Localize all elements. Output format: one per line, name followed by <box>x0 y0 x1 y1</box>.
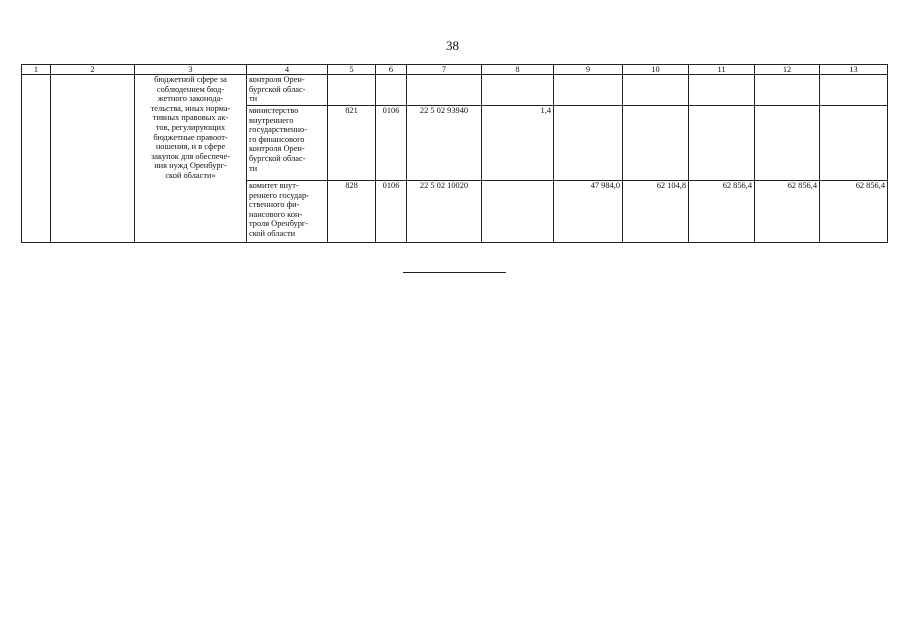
cell-col11 <box>689 106 755 181</box>
cell-col6: 0106 <box>376 106 407 181</box>
page-number: 38 <box>446 38 459 53</box>
cell-col9: 47 984,0 <box>554 181 623 243</box>
cell-col6 <box>376 75 407 106</box>
separator-rule <box>403 272 506 273</box>
cell-col12: 62 856,4 <box>755 181 820 243</box>
cell-col13: 62 856,4 <box>820 181 888 243</box>
cell-col9 <box>554 106 623 181</box>
column-header: 6 <box>376 65 407 75</box>
executor-cell: министерство внутреннего государственно- го финансового контроля Орен- бургской облас- ти <box>247 106 328 181</box>
column-header: 12 <box>755 65 820 75</box>
column-header: 13 <box>820 65 888 75</box>
executor-cell: комитет внут- реннего государ- ственного фи- нансового кон- троля Оренбург- ской области <box>247 181 328 243</box>
cell-col2 <box>51 75 135 243</box>
event-description-cell: бюджетной сфере за соблюдением бюд- жетного законода- тельства, иных норма- тивных правовых ак- тов, регулирующих бюджетные правоот- ношения, и в сфере закупок для обеспече- ния нужд Оренбург- ской области» <box>135 75 247 243</box>
cell-col10 <box>623 75 689 106</box>
column-header: 5 <box>328 65 376 75</box>
budget-table <box>21 64 888 243</box>
cell-col10 <box>623 106 689 181</box>
table-row <box>22 75 888 106</box>
column-header: 3 <box>135 65 247 75</box>
cell-col10: 62 104,8 <box>623 181 689 243</box>
cell-col5: 821 <box>328 106 376 181</box>
cell-col6: 0106 <box>376 181 407 243</box>
column-header: 11 <box>689 65 755 75</box>
cell-col7: 22 5 02 93940 <box>407 106 482 181</box>
column-header: 1 <box>22 65 51 75</box>
column-header: 9 <box>554 65 623 75</box>
cell-col5: 828 <box>328 181 376 243</box>
column-header: 7 <box>407 65 482 75</box>
cell-col13 <box>820 106 888 181</box>
cell-col9 <box>554 75 623 106</box>
cell-col8 <box>482 75 554 106</box>
executor-cell: контроля Орен- бургской облас- ти <box>247 75 328 106</box>
column-header: 2 <box>51 65 135 75</box>
cell-col5 <box>328 75 376 106</box>
cell-col8 <box>482 181 554 243</box>
cell-col1 <box>22 75 51 243</box>
column-header: 10 <box>623 65 689 75</box>
cell-col7: 22 5 02 10020 <box>407 181 482 243</box>
cell-col7 <box>407 75 482 106</box>
cell-col13 <box>820 75 888 106</box>
header-row <box>22 65 888 75</box>
cell-col11 <box>689 75 755 106</box>
cell-col11: 62 856,4 <box>689 181 755 243</box>
cell-col12 <box>755 106 820 181</box>
cell-col12 <box>755 75 820 106</box>
cell-col8: 1,4 <box>482 106 554 181</box>
column-header: 8 <box>482 65 554 75</box>
column-header: 4 <box>247 65 328 75</box>
